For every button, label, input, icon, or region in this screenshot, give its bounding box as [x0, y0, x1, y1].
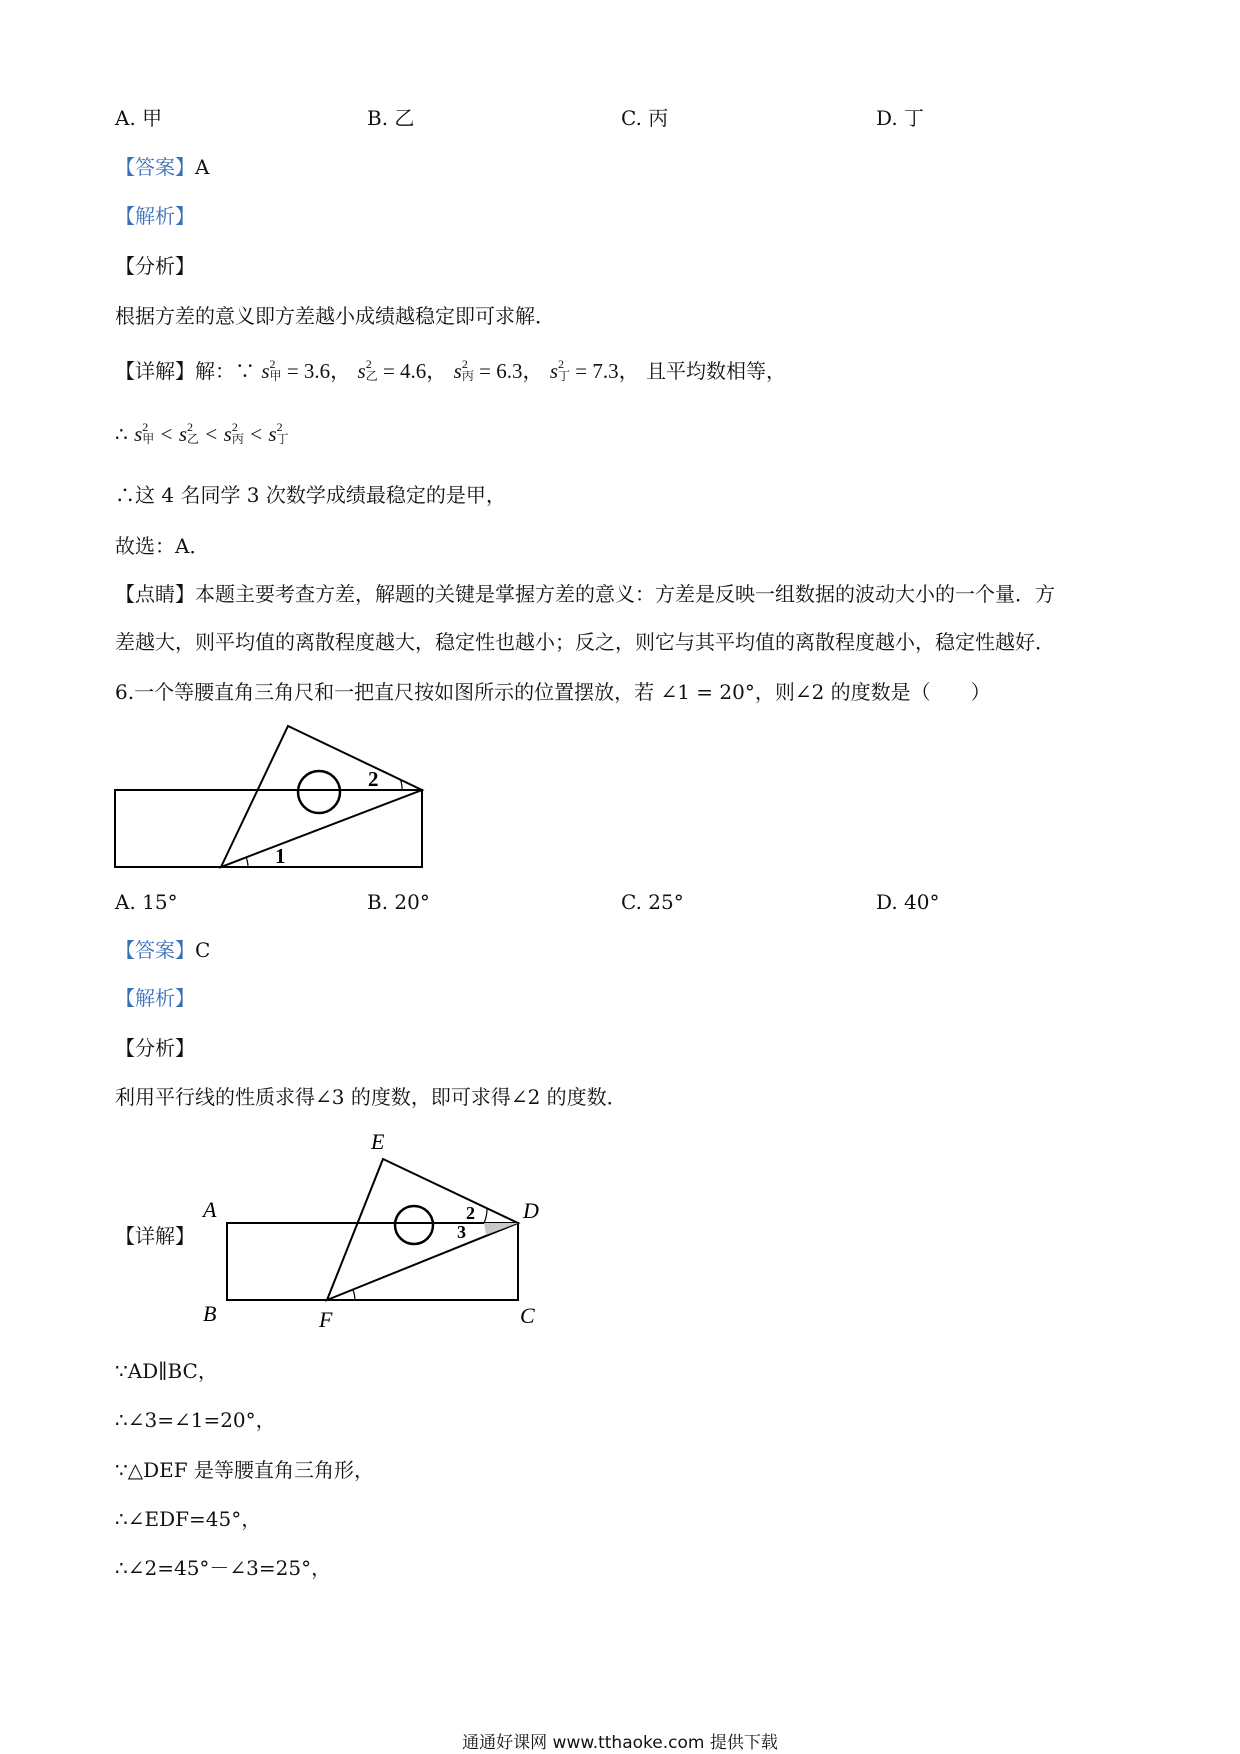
variance-ding: s 2 丁 = 7.3， — [549, 357, 640, 383]
q6-option-b: B. 20° — [367, 890, 430, 914]
figure-labeled — [195, 1125, 555, 1335]
q5-fenxi-text: 根据方差的意义即方差越小成绩越稳定即可求解． — [115, 304, 555, 328]
triangle-hole — [298, 771, 340, 813]
q6-option-d: D. 40° — [876, 890, 940, 914]
q6-option-c: C. 25° — [621, 890, 684, 914]
q5-fenxi-label: 【分析】 — [115, 254, 195, 278]
q6-step-5: ∴∠2=45°－∠3=25°， — [115, 1556, 332, 1580]
angle-2-arc — [484, 1209, 487, 1223]
q5-option-b: B. 乙 — [367, 106, 415, 130]
point-c-label: C — [520, 1303, 535, 1328]
q6-step-4: ∴∠EDF=45°， — [115, 1507, 262, 1531]
q6-detail-label: 【详解】 — [115, 1224, 195, 1248]
q5-detail — [115, 357, 786, 385]
variance-jia: s 2 甲 = 3.6， — [261, 357, 352, 383]
q6-option-a: A. 15° — [115, 890, 178, 914]
variance-yi: s 2 乙 = 4.6， — [357, 357, 448, 383]
point-a-label: A — [203, 1197, 217, 1222]
q6-jiexi-label: 【解析】 — [115, 986, 195, 1010]
angle-1-arc — [353, 1290, 355, 1300]
detail-label: 【详解】解：∵ — [115, 359, 255, 383]
triangle — [221, 726, 422, 867]
answer-label: 【答案】 — [115, 155, 195, 179]
q6-step-3: ∵△DEF 是等腰直角三角形， — [115, 1458, 374, 1482]
answer-label: 【答案】 — [115, 938, 195, 962]
angle-1-label: 1 — [275, 844, 286, 868]
q5-conclusion: ∴这 4 名同学 3 次数学成绩最稳定的是甲， — [115, 483, 506, 507]
point-f-label: F — [319, 1307, 333, 1332]
variance-bing: s 2 丙 = 6.3， — [453, 357, 544, 383]
detail-tail: 且平均数相等， — [645, 359, 786, 383]
triangle-hole — [395, 1206, 433, 1244]
q5-choose: 故选：A． — [115, 534, 210, 558]
q5-option-d: D. 丁 — [876, 106, 925, 130]
q5-answer — [115, 153, 209, 181]
angle-1-arc — [246, 857, 248, 867]
figure-ruler-triangle — [100, 720, 440, 880]
angle-2-label: 2 — [466, 1203, 475, 1223]
q6-fenxi-text: 利用平行线的性质求得∠3 的度数，即可求得∠2 的度数． — [115, 1085, 627, 1109]
q5-option-a: A. 甲 — [115, 106, 163, 130]
angle-3-label: 3 — [457, 1222, 466, 1242]
answer-value: A — [195, 155, 210, 179]
answer-value: C — [195, 938, 211, 962]
q5-jiexi-label: 【解析】 — [115, 204, 195, 228]
angle-3-shade — [484, 1223, 518, 1235]
point-b-label: B — [203, 1301, 217, 1326]
ruler-rect — [227, 1223, 518, 1300]
q5-option-c: C. 丙 — [621, 106, 669, 130]
q5-dianjing-line-1: 【点睛】本题主要考查方差，解题的关键是掌握方差的意义：方差是反映一组数据的波动大小的一个量．方 — [115, 582, 1055, 606]
q5-inequality: ∴ s 2 甲 < s 2 乙 < s 2 丙 < s 2 丁 — [115, 420, 289, 446]
angle-2-label: 2 — [368, 767, 379, 791]
q5-dianjing-line-2: 差越大，则平均值的离散程度越大，稳定性也越小；反之，则它与其平均值的离散程度越小，稳定性越好． — [115, 630, 1055, 654]
ruler-rect — [115, 790, 422, 867]
q6-step-2: ∴∠3=∠1=20°， — [115, 1408, 276, 1432]
page-footer: 通通好课网 www.tthaoke.com 提供下载 — [462, 1733, 778, 1753]
q6-answer — [115, 936, 210, 964]
q6-fenxi-label: 【分析】 — [115, 1036, 195, 1060]
point-d-label: D — [523, 1198, 539, 1223]
q6-step-1: ∵AD∥BC， — [115, 1359, 218, 1383]
point-e-label: E — [371, 1129, 385, 1154]
q6-stem: 6.一个等腰直角三角尺和一把直尺按如图所示的位置摆放，若 ∠1 = 20°，则∠2 的度数是（ ） — [115, 680, 991, 704]
